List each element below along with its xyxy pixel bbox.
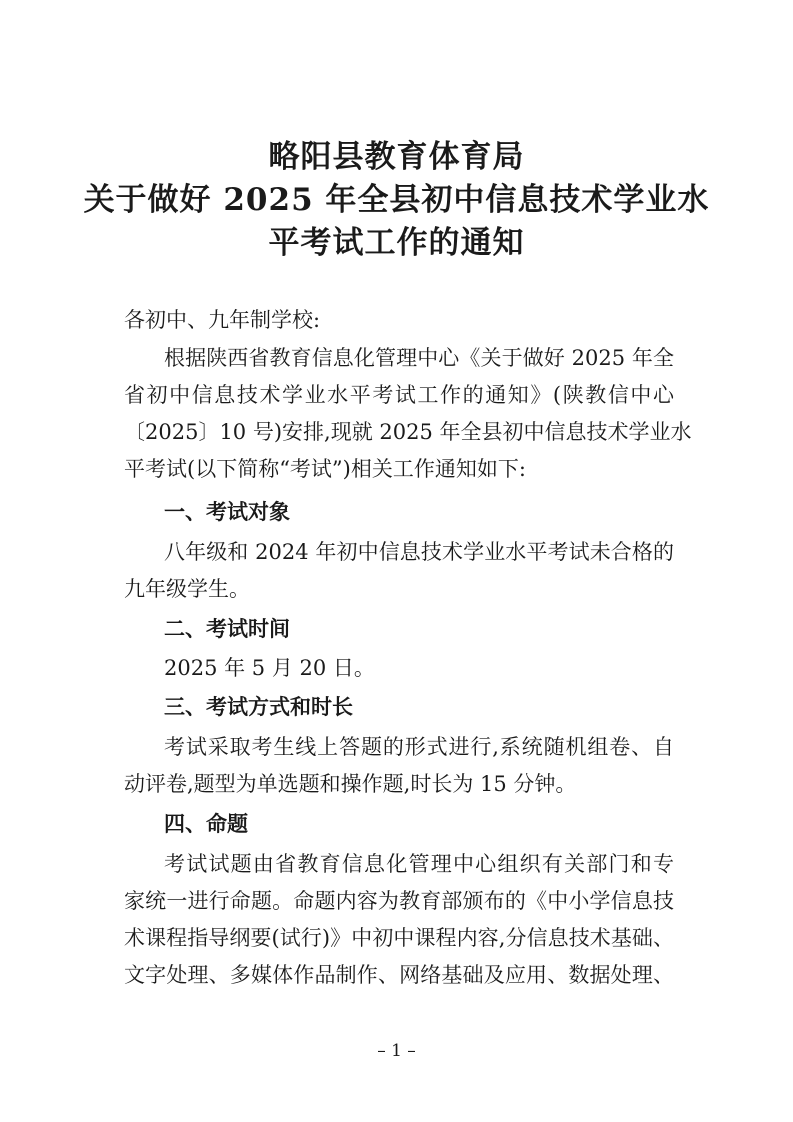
section-4-line-1: 考试试题由省教育信息化管理中心组织有关部门和专 [164, 852, 674, 876]
section-heading-2: 二、考试时间 [164, 617, 290, 641]
page-number: – 1 – [377, 1041, 416, 1061]
intro-line-3: 〔2025〕10 号)安排,现就 2025 年全县初中信息技术学业水 [124, 420, 692, 444]
document-title-line-3: 平考试工作的通知 [268, 225, 525, 261]
section-4-line-3: 术课程指导纲要(试行)》中初中课程内容,分信息技术基础、 [124, 926, 674, 950]
intro-line-2: 省初中信息技术学业水平考试工作的通知》(陕教信中心 [124, 383, 674, 407]
document-title-line-2: 关于做好 2025 年全县初中信息技术学业水 [83, 182, 710, 218]
section-heading-4: 四、命题 [164, 812, 248, 836]
intro-line-1: 根据陕西省教育信息化管理中心《关于做好 2025 年全 [164, 346, 674, 370]
intro-line-4: 平考试(以下简称“考试”)相关工作通知如下: [124, 457, 526, 481]
section-1-line-1: 八年级和 2024 年初中信息技术学业水平考试未合格的 [164, 540, 674, 564]
document-title-line-1: 略阳县教育体育局 [268, 139, 525, 175]
section-3-line-1: 考试采取考生线上答题的形式进行,系统随机组卷、自 [164, 735, 674, 759]
section-4-line-4: 文字处理、多媒体作品制作、网络基础及应用、数据处理、 [124, 963, 674, 987]
section-2-line-1: 2025 年 5 月 20 日。 [164, 656, 375, 680]
section-heading-1: 一、考试对象 [164, 500, 290, 524]
section-4-line-2: 家统一进行命题。命题内容为教育部颁布的《中小学信息技 [124, 889, 674, 913]
addressee: 各初中、九年制学校: [124, 308, 321, 332]
section-3-line-2: 动评卷,题型为单选题和操作题,时长为 15 分钟。 [124, 772, 577, 796]
section-1-line-2: 九年级学生。 [124, 577, 250, 601]
section-heading-3: 三、考试方式和时长 [164, 695, 353, 719]
